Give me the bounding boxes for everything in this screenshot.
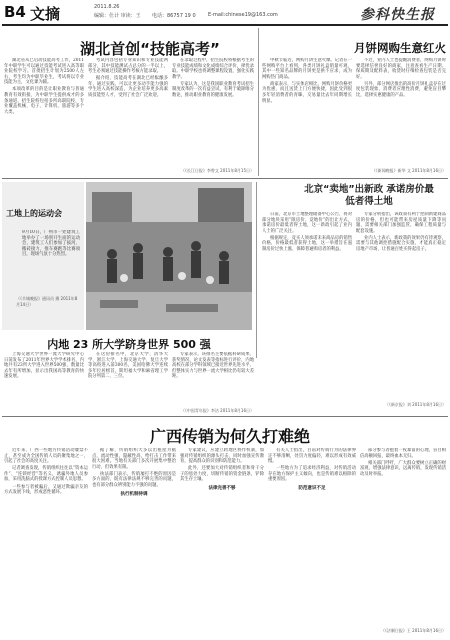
paragraph: 部分参与者抱着一夜暴富的心理，盲目相信高额回报，最终血本无归。 [360,448,446,459]
paragraph: 专家建议，应建立跨地区协作机制，加强对传销组织的源头打击，同时加强宣传教育，提高群众的识别和防范能力。 [180,448,264,465]
paragraph: 日前，北京市土地整理储备中心公告，将对部分地块采用“限房价、竞地价”的出让方式，承诺房价最低者得土地，这一新政引起了业内人士的广泛关注。 [262,212,352,234]
headline-caidi: 北京“卖地”出新政 承诺房价最低者得土地 [304,184,434,207]
paragraph: 据了解，传销组织大多以出租屋为据点，流动性强，隐蔽性高，给打击工作带来很大困难。当地有关部门多次开展集中整治行动，但效果有限。 [92,448,176,470]
paragraph: 中秋节临近，网购月饼生意火爆。记者在一些网购平台上看到，各类月饼礼盒销量可观，其中一些知名品牌的月饼更是供不应求，成为网购热门商品。 [262,58,352,80]
column-divider [256,182,257,358]
paragraph: 在录取过程中，招生院校将根据考生的专业技能成绩和文化成绩综合评价，择优录取。中职学校也将调整课程设置，强化实践教学。 [172,58,254,80]
guangxi-col-4 [268,448,356,636]
editor-info: 编辑：仕计 审读：王 [94,13,141,19]
fair-caption-box [2,182,84,330]
paragraph: 根据规定，竞买人须承诺未来商品房的销售价格，价格最低者获得土地，这一举措旨在遏制房价过快上涨，保障普通购房者的利益。 [262,235,352,253]
guangxi-col-2 [92,448,176,636]
gaokao-col-1 [4,58,84,176]
mooncake-byline: （《新闻晚报》新华 文 2011年8月16日） [371,168,446,173]
email-info: E-mail:chinese19@163.com [208,12,278,18]
construction-sports-photo [86,182,252,330]
paragraph: 一些参与者被骗后，又通过欺骗亲友的方式发展下线，形成恶性循环。 [4,484,88,496]
paragraph: 有关人士指出，目前对传销行为的法律界定不够清晰，处罚力度偏轻，难以形成有效威慑。 [268,448,356,465]
section-rule [2,416,448,417]
paragraph: 上海交通大学世界一流大学研究中心日前发布了2011年世界大学学术排名，内地共有23所大学进入世界500强，数量比去年有所增加，显示出我国高等教育的快速发展。 [4,352,84,380]
mooncake-col-1 [262,58,352,176]
paragraph: 执法部门表示，传销屡打不绝的原因是多方面的，既有法律法规不够完善的问题，也有部分群众辨别能力不强的问题。 [92,471,176,489]
paragraph: 专家分析指出，该政策有利于控制新建商品房的价格，但也可能带来房屋质量下降等问题，需要相关部门加强监管，确保工程质量与配套设施。 [356,212,446,234]
paragraph: 考试内容包括专业知识和专业技能两部分，其中技能测试占总分的一半以上，考生必须通过技能操作考核方能录取。 [88,58,168,75]
issue-date: 2011.8.26 [94,4,120,10]
headline-ranking: 内地 23 所大学跻身世界 500 强 [47,338,211,351]
subheading-awareness: 防范意识不足 [298,486,326,492]
paragraph: 湖北省从已启动技能高考工作，2011年中职学生可以通过技能考试进入高等职业院校学习。首批招生计划为2500人左右，考生均为中职毕业生，考试将以专业技能为主，文化课为辅。 [4,58,84,86]
ranking-byline: （《中国青年报》李洁 2011年8月16日） [180,408,254,413]
paragraph: 近年来，广西一些地方传销活动屡禁不止，甚至成为全国传销人员的聚集地之一，引起了社会的高度关注。 [4,448,88,465]
ranking-col-2 [88,352,168,414]
fair-caption-source: （《羊城晚报》通讯员 摄 2011年8月14日） [16,296,78,307]
section-rule [2,178,448,179]
paragraph: 专家认为，这是我国职业教育考试招生制度改革的一次有益尝试，有利于破除唯分数论，推动职业教育的健康发展。 [172,81,254,99]
page-header [0,0,450,24]
caidi-col-1 [262,212,352,410]
guangxi-col-1 [4,448,88,636]
caidi-col-2 [356,212,446,400]
ranking-col-3 [172,352,254,406]
guangxi-col-5 [360,448,446,624]
headline-gaokao: 湖北首创“技能高考” [80,40,220,58]
paragraph: 商家表示，与实体店相比，网购月饼价格更为优惠，而且送货上门方便快捷，因此受到很多年轻消费者的青睐，交易量比去年同期增长明显。 [262,81,352,104]
section-name: 文摘 [30,5,61,23]
fair-caption-title: 工地上的运动会 [6,209,62,218]
ranking-col-1 [4,352,84,414]
construction-scene-graphic [86,182,252,330]
gaokao-col-2 [88,58,168,176]
headline-mooncake: 月饼网购生意红火 [354,41,446,55]
paragraph: 不过，业内人士也提醒消费者，网购月饼时要选择信誉良好的商家，注意查看生产日期、保质期及配料表，收货时仔细检查包装是否完好。 [356,58,446,80]
paragraph: 业内人士表示，新政策的效果仍有待观察，需要与其他调控措施配合实施，才能真正稳定房地产市场，让普通百姓买得起房子。 [356,235,446,253]
paragraph: 另外，部分网店推出的高价月饼礼盒存在过度包装现象，消费者应理性消费，避免盲目攀比，选择实惠健康的产品。 [356,81,446,99]
fair-caption-text: 9月10日，广州市一处建筑工地举办了一场别开生面的运动会，建筑工人们参加了拔河、搬砖接力、推车赛跑等比赛项目，现场气氛十分热烈。 [22,230,80,258]
header-rule [2,24,448,26]
masthead-logo: 参科快生报 [360,7,435,23]
paragraph: 记者调查发现，传销组织往往以“资本运作”、“连锁经营”等名义，诱骗外地人员参加，采用洗脑式的授课方式控制人员思想。 [4,466,88,483]
mooncake-col-2 [356,58,446,166]
page-code: B4 [4,3,26,21]
gaokao-col-3 [172,58,254,166]
headline-guangxi: 广西传销为何久打难绝 [149,427,310,446]
gaokao-byline: （《长江日报》李曾文 2011年8月15日） [180,168,254,173]
paragraph: 本项改革的目的是让职业教育与普通教育有效衔接，为中职学生提供成才的多条通道，招生院校包括多所高职院校，专业覆盖机械、电子、计算机、旅游等多个大类。 [4,87,84,115]
paragraph: 在这份排名中，北京大学、清华大学、浙江大学、上海交通大学、复旦大学等高校进入前300名，美国哈佛大学连续多年位居榜首，斯坦福大学和麻省理工学院分列第二、三位。 [88,352,168,380]
paragraph: 相关部门呼吁，广大群众要树立正确的财富观，增强法律意识，远离传销，发现传销活动及时举报。 [360,460,446,477]
phone-info: 电话：86757 19 0 [152,13,196,19]
column-divider [258,28,259,176]
paragraph: 此外，还要加大对传销组织者和骨干分子的惩处力度，切断传销的资金链条，铲除其生存土壤。 [180,466,264,483]
paragraph: 据介绍，技能高考在湖北已经酝酿多年，通过实践，可以让更多动手能力强的学生进入高校深造，为企业培养更多高素质技能型人才，受到了社会广泛欢迎。 [88,76,168,99]
paragraph: 专家表示，该排名主要依据科研成果、获奖情况、论文发表等指标进行评价，内地高校在部分学科领域已接近世界先进水平，但整体实力与世界一流大学相比仍有较大差距。 [172,352,254,380]
guangxi-col-3 [180,448,264,636]
guangxi-byline: （《法制日报》王 2011年8月16日） [380,628,446,633]
subheading-mechanism: 执行机制待调 [120,491,148,497]
caidi-byline: （《新京报》刘 2011年8月16日） [384,402,446,407]
subheading-law: 法律完善不够 [208,486,236,492]
paragraph: 一些地方为了追求经济利益，对传销活动存在地方保护主义倾向，也是传销难以根除的重要原因。 [268,466,356,483]
